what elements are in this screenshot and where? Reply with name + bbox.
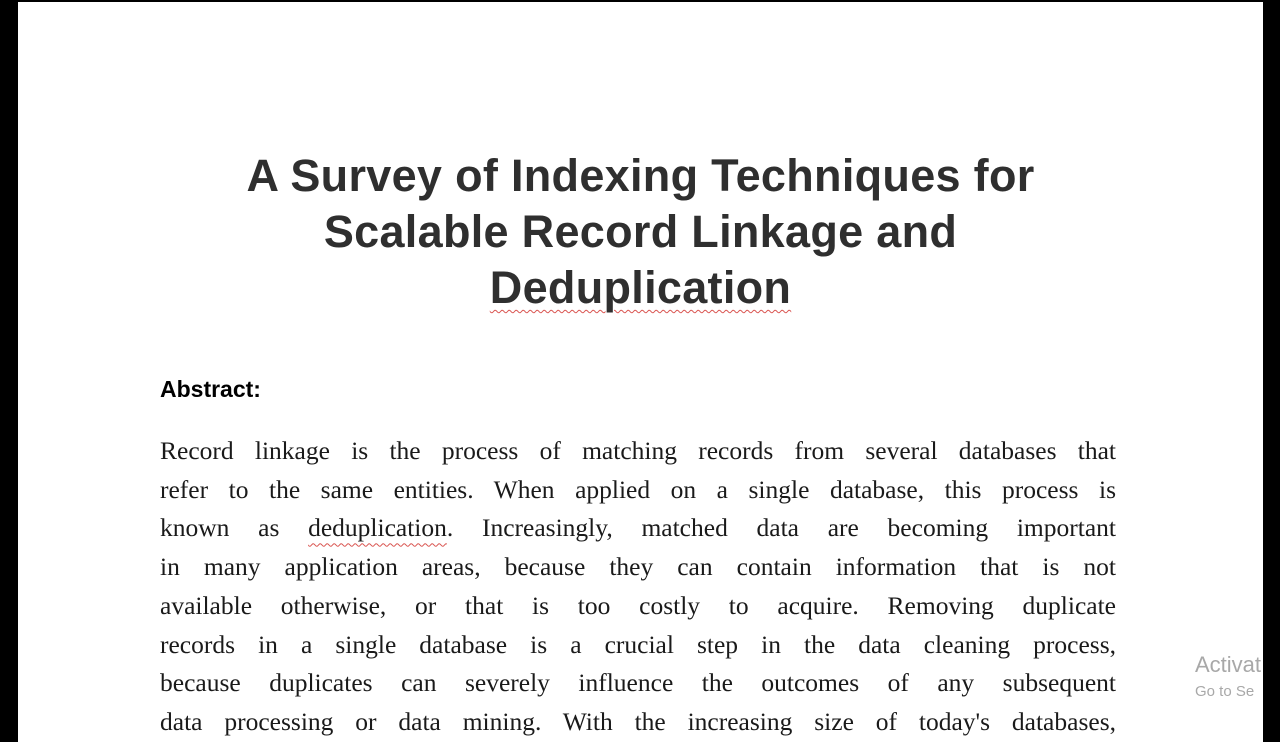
abstract-line: refer to the same entities. When applied on a single database, this process is — [160, 474, 1116, 504]
abstract-line: data processing or data mining. With the increasing size of today's databases, — [160, 706, 1116, 736]
abstract-line: available otherwise, or that is too costly to acquire. Removing duplicate — [160, 590, 1116, 620]
title-line-2: Scalable Record Linkage and — [323, 206, 958, 257]
abstract-line: Record linkage is the process of matching records from several databases that — [160, 436, 1116, 465]
document-title — [18, 148, 1263, 316]
spellcheck-word: deduplication — [308, 513, 447, 543]
abstract-line: in many application areas, because they can contain information that is not — [160, 552, 1116, 582]
abstract-body — [160, 432, 1116, 742]
title-line-3 — [18, 260, 1263, 316]
watermark-line-2: Go to Se — [1195, 683, 1255, 700]
abstract-line: known as deduplication. Increasingly, matched data are becoming important — [160, 513, 1116, 543]
abstract-line: because duplicates can severely influence the outcomes of any subsequent — [160, 668, 1116, 698]
activation-watermark — [1195, 650, 1261, 704]
watermark-line-1: Activat — [1195, 652, 1262, 677]
title-line-1: A Survey of Indexing Techniques for — [246, 150, 1035, 201]
abstract-line: records in a single database is a crucial step in the data cleaning process, — [160, 629, 1116, 659]
document-page[interactable] — [18, 2, 1263, 742]
title-line-3-text: Deduplication — [489, 262, 792, 313]
abstract-heading: Abstract: — [160, 376, 261, 402]
